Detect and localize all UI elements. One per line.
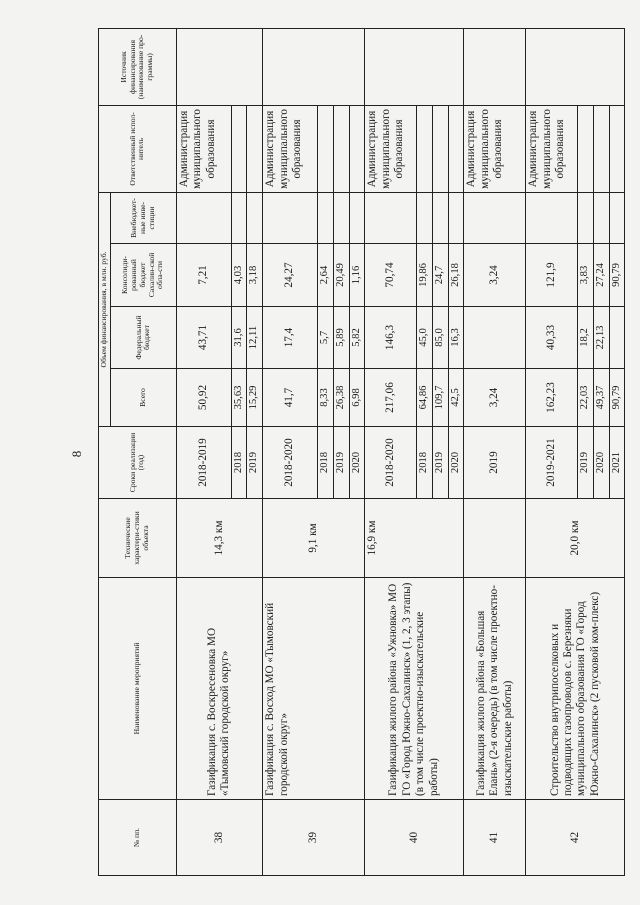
row-executor: Администрация муниципального образования	[526, 105, 578, 192]
subrow-federal: 5,89	[333, 307, 349, 369]
row-executor: Администрация муниципального образования	[176, 105, 231, 192]
row-total: 50,92	[176, 369, 231, 427]
header-source: Источник финансирования (наименование про-граммы)	[99, 28, 177, 105]
subrow-executor	[448, 105, 464, 192]
row-num: 39	[263, 800, 365, 876]
subrow-total: 6,98	[349, 369, 365, 427]
subrow-extra	[448, 192, 464, 243]
subrow-federal: 16,3	[448, 307, 464, 369]
subrow-executor	[333, 105, 349, 192]
row-federal	[464, 307, 526, 369]
subrow-period: 2021	[609, 427, 625, 499]
subrow-period: 2019	[247, 427, 263, 499]
subrow-consolidated: 24,7	[432, 244, 448, 307]
subrow-executor	[231, 105, 247, 192]
row-total: 217,06	[365, 369, 417, 427]
table-row	[365, 28, 417, 875]
row-federal: 146,3	[365, 307, 417, 369]
subrow-total: 35,63	[231, 369, 247, 427]
row-num: 41	[464, 800, 526, 876]
subrow-consolidated: 2,64	[318, 244, 334, 307]
subrow-extra	[247, 192, 263, 243]
subrow-consolidated: 19,86	[417, 244, 433, 307]
subrow-period: 2018	[318, 427, 334, 499]
subrow-executor	[318, 105, 334, 192]
subrow-total: 49,37	[594, 369, 610, 427]
row-executor: Администрация муниципального образования	[365, 105, 417, 192]
subrow-period: 2019	[333, 427, 349, 499]
subrow-extra	[594, 192, 610, 243]
row-total: 3,24	[464, 369, 526, 427]
subrow-federal	[609, 307, 625, 369]
subrow-executor	[578, 105, 594, 192]
subrow-consolidated: 90,79	[609, 244, 625, 307]
row-extra	[464, 192, 526, 243]
subrow-total: 109,7	[432, 369, 448, 427]
subrow-total: 8,33	[318, 369, 334, 427]
subrow-total: 15,29	[247, 369, 263, 427]
row-name: Газификация жилого района «Большая Елань» (2-я очередь) (в том числе проектно-изыскательские работы)	[464, 578, 526, 800]
header-num: № пп.	[99, 800, 177, 876]
subrow-federal: 31,6	[231, 307, 247, 369]
subrow-executor	[609, 105, 625, 192]
row-source	[464, 28, 526, 105]
subrow-federal: 12,11	[247, 307, 263, 369]
row-name: Газификация жилого района «Ужновка» МО ГО «Город Южно-Сахалинск» (1, 2, 3 этапы) (в том числе проектно-изыскательские работы)	[365, 578, 464, 800]
subrow-period: 2018	[417, 427, 433, 499]
row-num: 38	[176, 800, 262, 876]
subrow-extra	[578, 192, 594, 243]
row-total: 162,23	[526, 369, 578, 427]
subrow-extra	[349, 192, 365, 243]
subrow-executor	[247, 105, 263, 192]
subrow-executor	[417, 105, 433, 192]
row-federal: 17,4	[263, 307, 318, 369]
subrow-extra	[609, 192, 625, 243]
subrow-period: 2019	[432, 427, 448, 499]
subrow-federal: 85,0	[432, 307, 448, 369]
row-tech: 9,1 км	[263, 499, 365, 578]
subrow-federal: 22,13	[594, 307, 610, 369]
subrow-federal: 5,7	[318, 307, 334, 369]
row-name: Строительство внутрипоселковых и подводящих газопроводов с. Березняки муниципального образования ГО «Город Южно-Сахалинск» (2 пусковой ком-плекс)	[526, 578, 625, 800]
subrow-federal: 18,2	[578, 307, 594, 369]
subrow-consolidated: 3,18	[247, 244, 263, 307]
row-executor: Администрация муниципального образования	[263, 105, 318, 192]
row-num: 40	[365, 800, 464, 876]
subrow-consolidated: 20,49	[333, 244, 349, 307]
subrow-total: 42,5	[448, 369, 464, 427]
subrow-extra	[333, 192, 349, 243]
header-federal: Федеральный бюджет	[110, 307, 176, 369]
subrow-executor	[432, 105, 448, 192]
row-extra	[365, 192, 417, 243]
subrow-consolidated: 27,24	[594, 244, 610, 307]
row-consolidated: 7,21	[176, 244, 231, 307]
subrow-period: 2018	[231, 427, 247, 499]
row-period: 2018-2020	[263, 427, 318, 499]
subrow-extra	[432, 192, 448, 243]
row-name: Газификация с. Восход МО «Тымовский городской округ»	[263, 578, 365, 800]
row-name: Газификация с. Воскресеновка МО «Тымовский городской округ»	[176, 578, 262, 800]
header-executor: Ответственный испол-нитель	[99, 105, 177, 192]
subrow-federal: 45,0	[417, 307, 433, 369]
row-total: 41,7	[263, 369, 318, 427]
row-consolidated: 24,27	[263, 244, 318, 307]
header-period: Сроки реализации (год)	[99, 427, 177, 499]
row-num: 42	[526, 800, 625, 876]
subrow-period: 2019	[578, 427, 594, 499]
subrow-executor	[594, 105, 610, 192]
header-name: Наименование мероприятий	[99, 578, 177, 800]
row-executor: Администрация муниципального образования	[464, 105, 526, 192]
row-federal: 43,71	[176, 307, 231, 369]
row-tech	[464, 499, 526, 578]
row-source	[263, 28, 365, 105]
table-row	[464, 28, 526, 875]
row-period: 2019	[464, 427, 526, 499]
row-source	[526, 28, 625, 105]
row-extra	[263, 192, 318, 243]
row-tech: 20,0 км	[526, 499, 625, 578]
rotated-table-container	[98, 29, 628, 876]
row-consolidated: 3,24	[464, 244, 526, 307]
row-source	[365, 28, 464, 105]
subrow-consolidated: 26,18	[448, 244, 464, 307]
row-consolidated: 121,9	[526, 244, 578, 307]
table-row	[526, 28, 578, 875]
row-source	[176, 28, 262, 105]
row-extra	[176, 192, 231, 243]
subrow-extra	[417, 192, 433, 243]
header-volume-group: Объем финансирования, в млн. руб.	[99, 192, 111, 426]
subrow-federal: 5,82	[349, 307, 365, 369]
subrow-total: 64,86	[417, 369, 433, 427]
row-period: 2019-2021	[526, 427, 578, 499]
subrow-period: 2020	[448, 427, 464, 499]
header-total: Всего	[110, 369, 176, 427]
subrow-consolidated: 4,03	[231, 244, 247, 307]
financing-table	[98, 28, 625, 876]
page-number: 8	[69, 450, 84, 458]
subrow-executor	[349, 105, 365, 192]
table-row	[263, 28, 318, 875]
subrow-consolidated: 3,83	[578, 244, 594, 307]
subrow-extra	[318, 192, 334, 243]
subrow-consolidated: 1,16	[349, 244, 365, 307]
subrow-extra	[231, 192, 247, 243]
subrow-total: 22,03	[578, 369, 594, 427]
row-federal: 40,33	[526, 307, 578, 369]
row-extra	[526, 192, 578, 243]
header-consolidated: Консолиди-рованный бюджет Сахалин-ской обла-сти	[110, 244, 176, 307]
subrow-total: 90,79	[609, 369, 625, 427]
header-extra: Внебюджет-ные инве-стиции	[110, 192, 176, 243]
row-period: 2018-2019	[176, 427, 231, 499]
subrow-period: 2020	[349, 427, 365, 499]
row-tech: 16,9 км	[365, 499, 464, 578]
table-row	[176, 28, 231, 875]
subrow-period: 2020	[594, 427, 610, 499]
subrow-total: 26,38	[333, 369, 349, 427]
row-consolidated: 70,74	[365, 244, 417, 307]
row-period: 2018-2020	[365, 427, 417, 499]
header-tech: Технические характери-стики объекта	[99, 499, 177, 578]
row-tech: 14,3 км	[176, 499, 262, 578]
